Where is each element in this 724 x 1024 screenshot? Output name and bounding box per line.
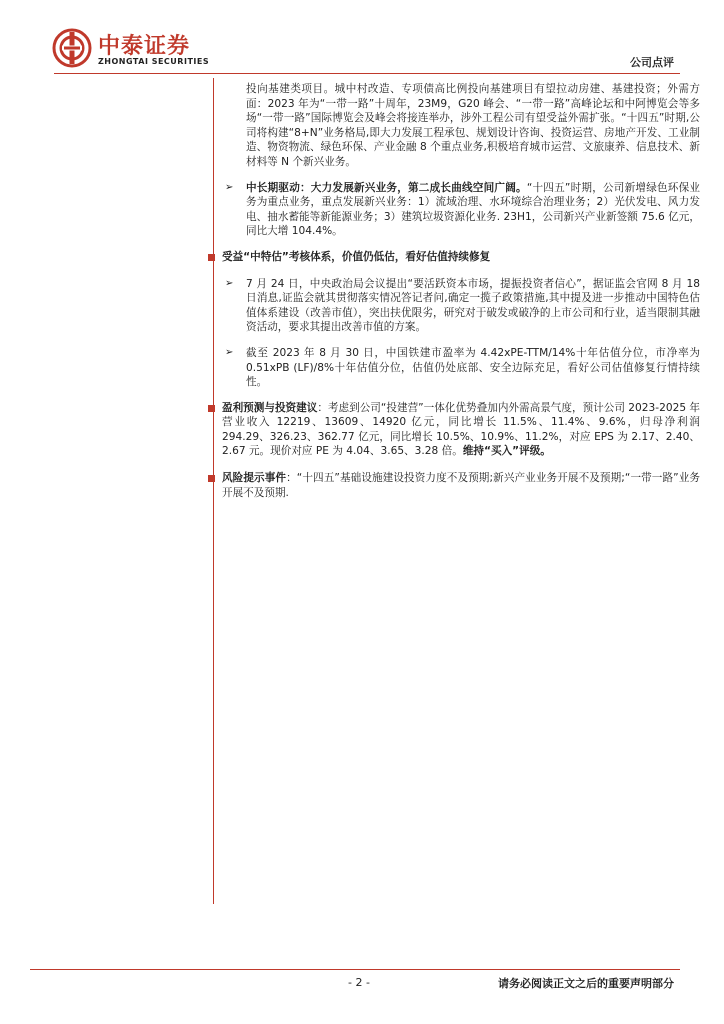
mid-long-term-text: “十四五”时期，公司新增绿色环保业务为重点业务，重点发展新兴业务：1）流域治理、水环境综合治理业务；2）光伏发电、风力发电、抽水蓄能等新能源业务；3）建筑垃圾资源化业务. 23H1，公司新兴产业新签额 75.6 亿元，同比大增 104.4%。 xyxy=(246,181,700,238)
soe-item-2 xyxy=(222,346,700,390)
mid-long-term-item xyxy=(222,181,700,239)
square-bullet-icon xyxy=(208,405,215,412)
arrow-bullet-icon: ➢ xyxy=(225,277,234,289)
page-header xyxy=(0,0,724,80)
risk-section xyxy=(222,471,700,500)
forecast-text: ：考虑到公司“投建营”一体化优势叠加内外需高景气度，预计公司 2023-2025 年营业收入 12219、13609、14920 亿元，同比增长 11.5%、11.4%、9.6%，归母净利润 294.29、326.23、362.77 亿元，同比增长 10.5%、10.9%、11.2%，对应 EPS 为 2.17、2.40、2.67 元。现价对应 PE 为 4.04、3.65、3.28 倍。 xyxy=(222,401,701,458)
arrow-bullet-icon: ➢ xyxy=(225,181,234,193)
zhongtai-logo-icon xyxy=(52,28,92,68)
square-bullet-icon xyxy=(208,475,215,482)
logo-english-name: ZHONGTAI SECURITIES xyxy=(98,57,210,66)
disclaimer-notice: 请务必阅读正文之后的重要声明部分 xyxy=(498,977,674,990)
soe-item-2-text: 截至 2023 年 8 月 30 日，中国铁建市盈率为 4.42xPE-TTM/14%十年估值分位，市净率为 0.51xPB (LF)/8%十年估值分位，估值仍处底部、安全边际充足，看好公司估值修复行情持续性。 xyxy=(246,346,700,389)
soe-item-1 xyxy=(222,277,700,335)
arrow-bullet-icon: ➢ xyxy=(225,346,234,358)
report-body xyxy=(222,82,700,512)
soe-valuation-section xyxy=(222,250,700,265)
risk-text: ：“十四五”基础设施建设投资力度不及预期;新兴产业业务开展不及预期;“一带一路”业务开展不及预期. xyxy=(222,472,701,499)
mid-long-term-heading: 中长期驱动：大力发展新兴业务，第二成长曲线空间广阔。 xyxy=(246,181,527,194)
forecast-section xyxy=(222,401,700,459)
risk-heading: 风险提示事件 xyxy=(222,472,287,485)
margin-divider xyxy=(213,78,214,904)
page-number: - 2 - xyxy=(348,976,370,989)
forecast-heading: 盈利预测与投资建议 xyxy=(222,401,318,414)
continued-text: 投向基建类项目。城中村改造、专项债高比例投向基建项目有望拉动房建、基建投资；外需方面：2023 年为“一带一路”十周年，23M9，G20 峰会、“一带一路”高峰论坛和中阿博览会等多场“一带一路”国际博览会及峰会将接连举办，涉外工程公司有望受益外需扩张。“十四五”时期,公司将构建“8+N”业务格局,即大力发展工程承包、规划设计咨询、投资运营、房地产开发、工业制造、物资物流、绿色环保、产业金融 8 个重点业务,积极培育城市运营、文旅康养、信息技术、新材料等 N 个新兴业务。 xyxy=(246,83,700,168)
square-bullet-icon xyxy=(208,254,215,261)
rating-text: 维持“买入”评级。 xyxy=(462,445,551,458)
footer-divider xyxy=(30,969,680,970)
soe-valuation-heading: 受益“中特估”考核体系，价值仍低估，看好估值持续修复 xyxy=(222,250,491,263)
header-divider xyxy=(54,73,680,74)
report-type-label: 公司点评 xyxy=(630,56,674,69)
logo-chinese-name: 中泰证券 xyxy=(98,34,191,59)
soe-item-1-text: 7 月 24 日，中央政治局会议提出“要活跃资本市场，提振投资者信心”，据证监会官网 8 月 18 日消息,证监会就其贯彻落实情况答记者问,确定一揽子政策措施,其中提及进一步推动中国特色估值体系建设（改善市值），突出扶优限劣，研究对于破发或破净的上市公司和行业，适当限制其融资活动，要求其提出改善市值的方案。 xyxy=(246,277,700,334)
continued-paragraph xyxy=(222,82,700,170)
company-logo xyxy=(52,28,227,72)
